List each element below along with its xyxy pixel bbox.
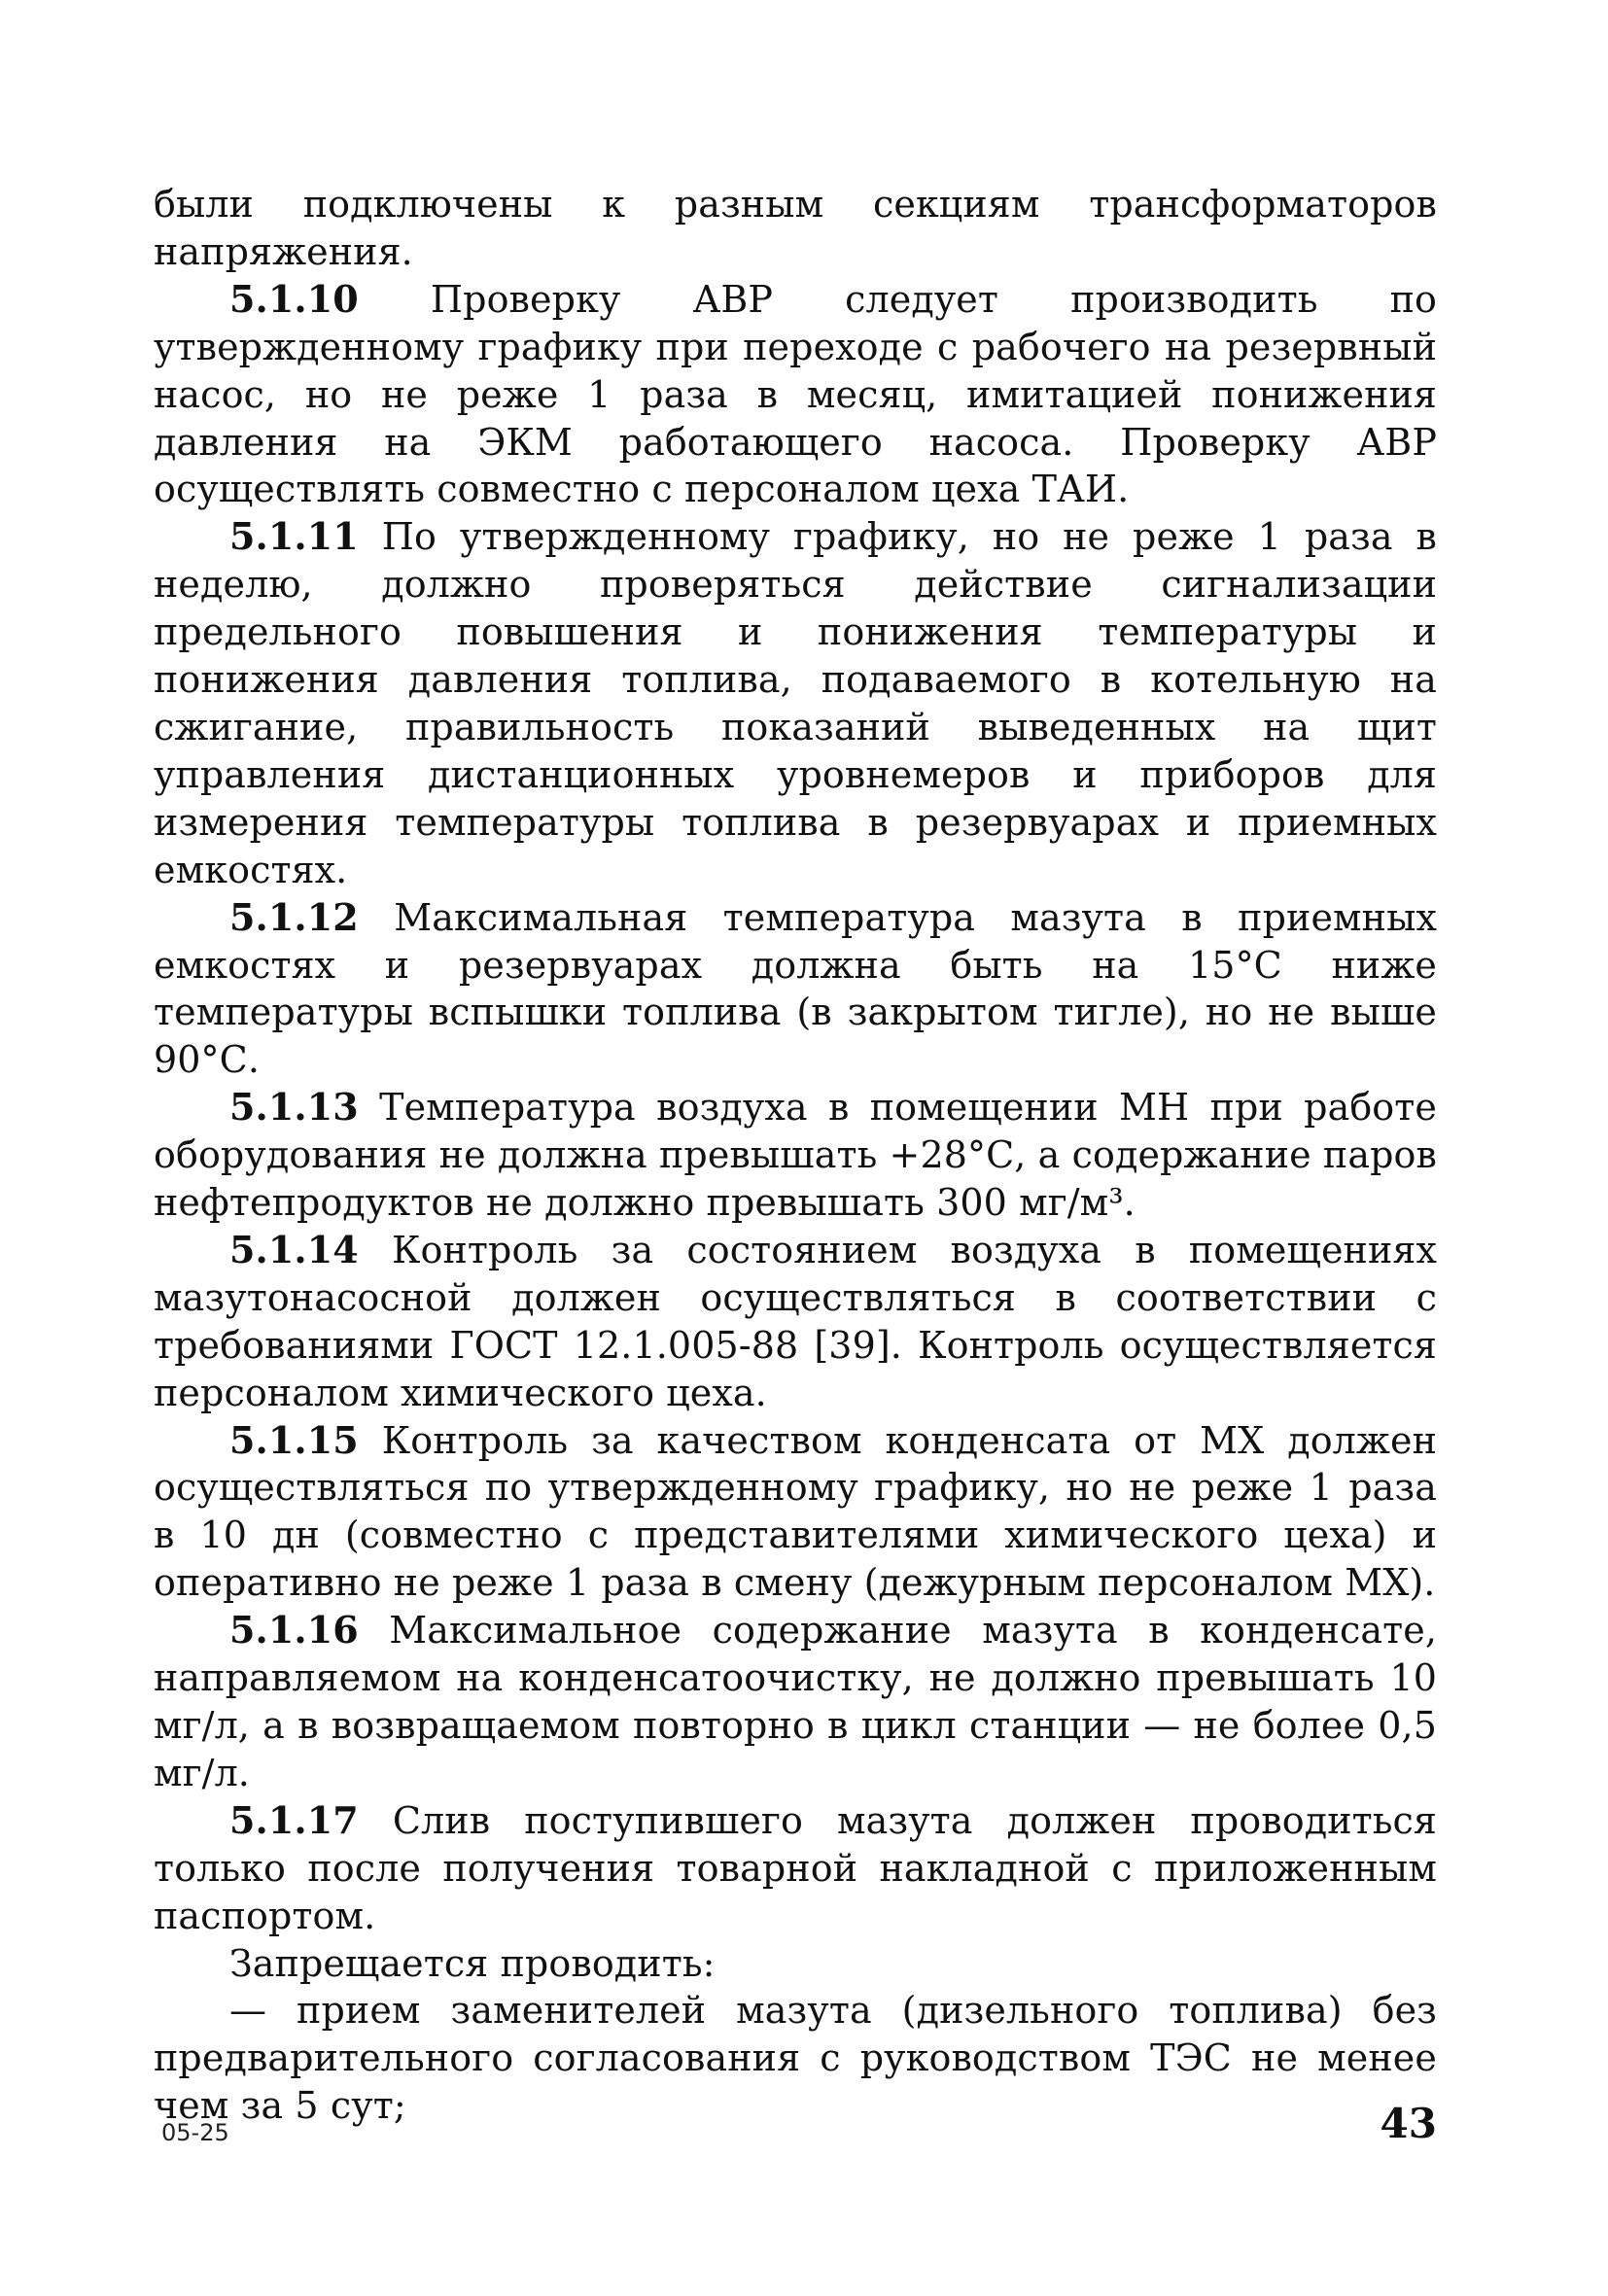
clause-text: Проверку АВР следует производить по утвержденному графику при переходе с рабочего на резервный насос, но не реже 1 раза в месяц, имитацией понижения давления на ЭКМ работающего насоса. Проверку АВР осуществлять совместно с персоналом цеха ТАИ. bbox=[154, 277, 1437, 511]
clause-5-1-14 bbox=[154, 1227, 1437, 1417]
clause-number: 5.1.14 bbox=[229, 1227, 359, 1271]
clause-number: 5.1.15 bbox=[229, 1417, 359, 1462]
paragraph-text: Запрещается проводить: bbox=[229, 1941, 716, 1985]
paragraph-text: — прием заменителей мазута (дизельного топлива) без предварительного согласования с руководством ТЭС не менее чем за 5 сут; bbox=[154, 1989, 1437, 2128]
clause-text: Максимальная температура мазута в приемных емкостях и резервуарах должна быть на 15°С ниже температуры вспышки топлива (в закрытом тигле), но не выше 90°С. bbox=[154, 895, 1437, 1082]
clause-5-1-16 bbox=[154, 1607, 1437, 1797]
clause-5-1-15 bbox=[154, 1417, 1437, 1608]
clause-text: Температура воздуха в помещении МН при работе оборудования не должна превышать +28°С, а содержание паров нефтепродуктов не должно превышать 300 мг/м³. bbox=[154, 1086, 1437, 1225]
clause-number: 5.1.11 bbox=[229, 514, 359, 559]
clause-text: Максимальное содержание мазута в конденсате, направляемом на конденсатоочистку, не должно превышать 10 мг/л, а в возвращаемом повторно в цикл станции — не более 0,5 мг/л. bbox=[154, 1609, 1437, 1794]
clause-text: По утвержденному графику, но не реже 1 раза в неделю, должно проверяться действие сигнализации предельного повышения и понижения температуры и понижения давления топлива, подаваемого в котельную на сжигание, правильность показаний выведенных на щит управления дистанционных уровнемеров и приборов для измерения температуры топлива в резервуарах и приемных емкостях. bbox=[154, 515, 1437, 891]
body-text bbox=[154, 181, 1437, 2130]
clause-number: 5.1.10 bbox=[229, 276, 359, 321]
clause-5-1-12 bbox=[154, 894, 1437, 1085]
clause-number: 5.1.13 bbox=[229, 1085, 359, 1130]
footer-code: 05-25 bbox=[161, 2119, 229, 2146]
paragraph-continuation bbox=[154, 181, 1437, 276]
paragraph-text: были подключены к разным секциям трансформаторов напряжения. bbox=[154, 183, 1437, 273]
clause-number: 5.1.16 bbox=[229, 1608, 359, 1652]
clause-number: 5.1.12 bbox=[229, 894, 359, 939]
clause-5-1-17 bbox=[154, 1797, 1437, 1940]
clause-text: Контроль за состоянием воздуха в помещениях мазутонасосной должен осуществляться в соответствии с требованиями ГОСТ 12.1.005-88 [39]. Контроль осуществляется персоналом химического цеха. bbox=[154, 1228, 1437, 1414]
clause-text: Контроль за качеством конденсата от МХ должен осуществляться по утвержденному графику, но не реже 1 раза в 10 дн (совместно с представителями химического цеха) и оперативно не реже 1 раза в смену (дежурным персоналом МХ). bbox=[154, 1418, 1437, 1605]
prohibition-heading bbox=[154, 1940, 1437, 1988]
clause-5-1-11 bbox=[154, 513, 1437, 893]
page-number: 43 bbox=[1380, 2100, 1437, 2147]
clause-5-1-13 bbox=[154, 1084, 1437, 1227]
clause-number: 5.1.17 bbox=[229, 1797, 359, 1842]
clause-5-1-10 bbox=[154, 276, 1437, 514]
clause-text: Слив поступившего мазута должен проводиться только после получения товарной накладной с приложенным паспортом. bbox=[154, 1798, 1437, 1937]
prohibition-item bbox=[154, 1987, 1437, 2130]
